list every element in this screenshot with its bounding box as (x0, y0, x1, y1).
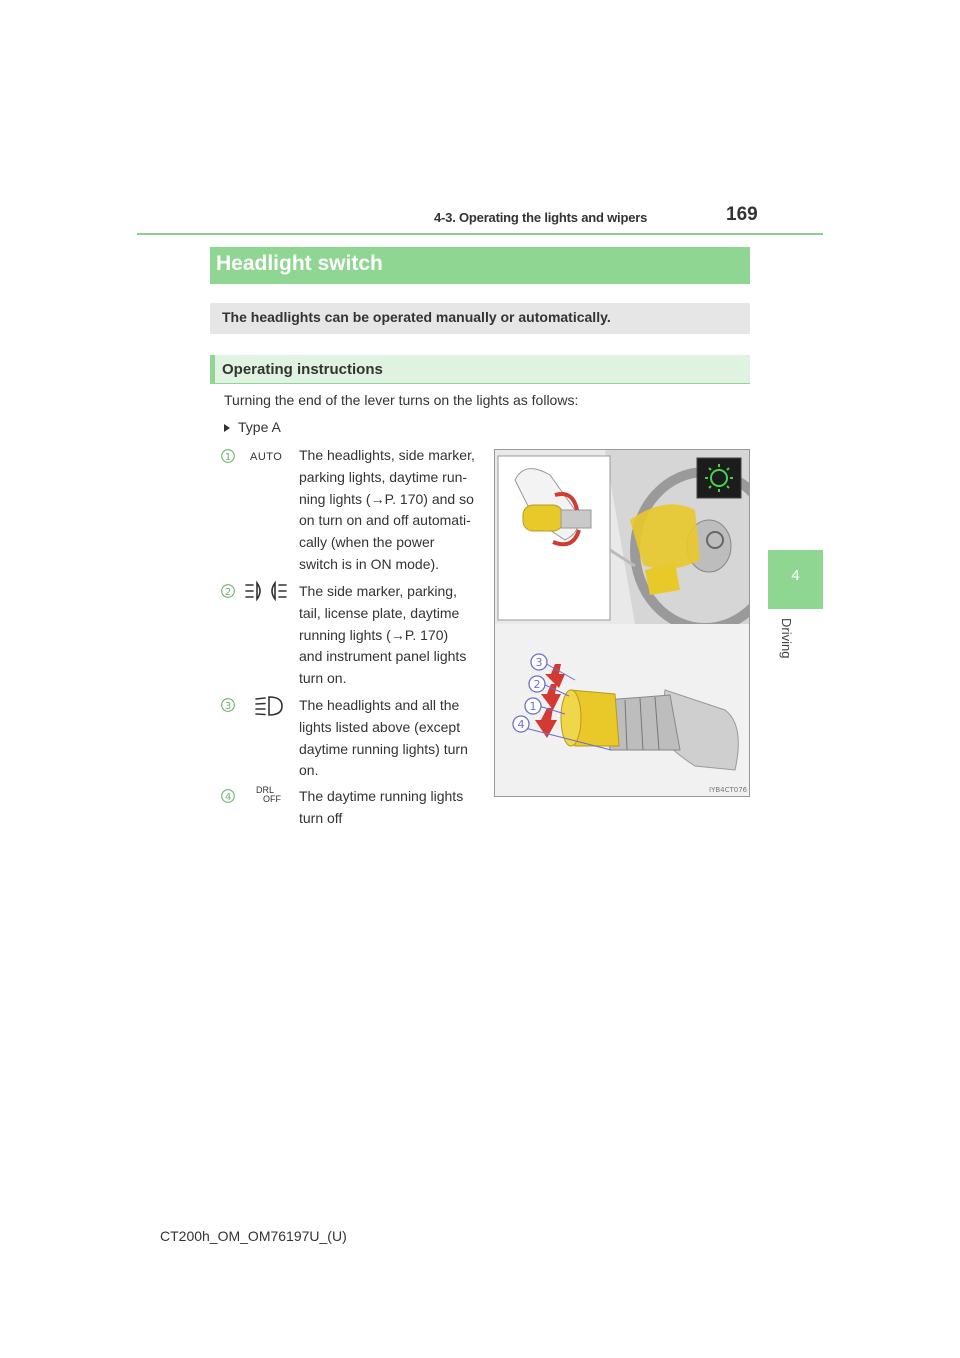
item-3-line: lights listed above (except (299, 718, 461, 735)
item-number-4 (221, 788, 233, 802)
callout-3: 3 (535, 656, 543, 669)
section-title: Headlight switch (216, 252, 383, 275)
headlight-switch-illustration (494, 449, 750, 797)
callout-2: 2 (533, 678, 541, 691)
item-number-3 (221, 697, 233, 711)
type-label (224, 419, 281, 435)
item-2-line: and instrument panel lights (299, 648, 467, 665)
parking-lights-icon (244, 580, 288, 602)
item-4-line: turn off (299, 809, 343, 826)
intro-text: The headlights can be operated manually or automatically. (222, 309, 611, 325)
item-4-line: The daytime running lights (299, 788, 464, 804)
type-label-text: Type A (238, 419, 281, 435)
item-1-line: on turn on and off automati- (299, 512, 471, 529)
illustration-svg (495, 450, 749, 796)
headlight-icon (254, 694, 284, 718)
svg-text:3: 3 (224, 701, 232, 712)
auto-icon: AUTO (250, 451, 283, 463)
item-3-line: daytime running lights) turn (299, 740, 468, 757)
off-label: OFF (263, 794, 281, 804)
subsection-accent (210, 355, 215, 384)
drl-label: DRL (256, 785, 275, 795)
item-3-line: on. (299, 762, 319, 779)
item-1-line: The headlights, side marker, (299, 447, 475, 463)
item-1-line: cally (when the power (299, 534, 435, 551)
chapter-tab-label: Driving (779, 618, 794, 659)
item-description-3 (299, 695, 480, 782)
document-code: CT200h_OM_OM76197U_(U) (160, 1228, 347, 1244)
item-3-line: The headlights and all the (299, 697, 460, 713)
chapter-section-title: 4-3. Operating the lights and wipers (434, 210, 648, 225)
item-description-4 (299, 786, 480, 830)
circled-number-icon (221, 583, 235, 599)
callout-4: 4 (517, 718, 525, 731)
item-description-2 (299, 581, 480, 690)
item-1-line: switch is in ON mode). (299, 555, 440, 572)
circled-number-icon (221, 448, 235, 464)
item-1-line: parking lights, daytime run- (299, 468, 468, 485)
lead-text: Turning the end of the lever turns on the lights as follows: (224, 392, 579, 408)
figure-code: IYB4CT076 (709, 786, 748, 794)
page-number: 169 (726, 204, 758, 225)
svg-text:4: 4 (224, 792, 232, 803)
item-2-line: running lights (→P. 170) (299, 626, 449, 643)
svg-text:2: 2 (224, 587, 232, 598)
item-2-line: tail, license plate, daytime (299, 604, 460, 621)
item-number-2 (221, 583, 233, 597)
callout-1: 1 (529, 700, 537, 713)
circled-number-icon (221, 697, 235, 713)
item-number-1 (221, 448, 233, 462)
header-divider (137, 233, 823, 235)
drl-off-icon (256, 786, 280, 804)
subsection-title: Operating instructions (222, 361, 383, 378)
chapter-tab-number: 4 (791, 567, 800, 584)
item-2-line: The side marker, parking, (299, 583, 457, 599)
item-1-line: ning lights (→P. 170) and so (299, 490, 474, 507)
bullet-triangle-icon (224, 424, 230, 432)
item-description-1 (299, 445, 480, 576)
item-2-line: turn on. (299, 670, 347, 687)
circled-number-icon (221, 788, 235, 804)
svg-text:1: 1 (224, 452, 232, 463)
